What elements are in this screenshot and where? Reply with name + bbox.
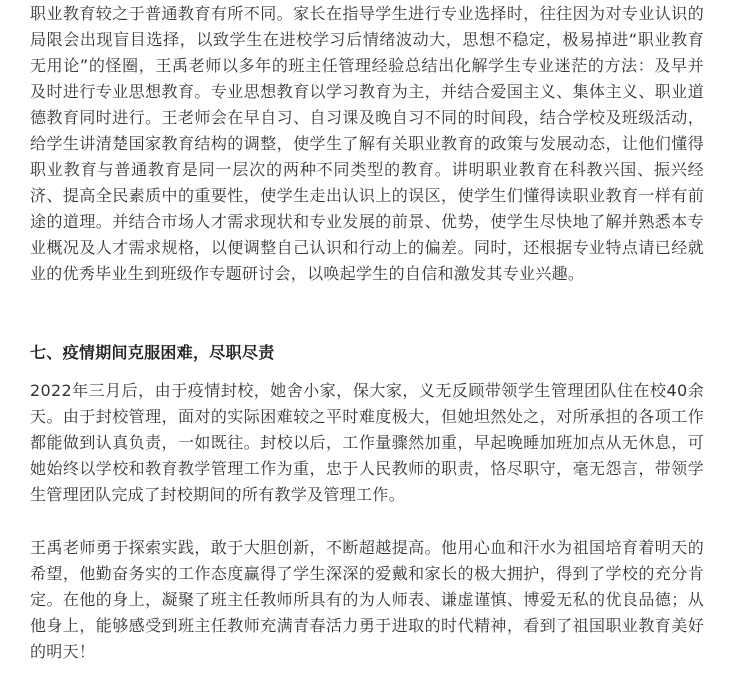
paragraph-pandemic-duty: 2022年三月后，由于疫情封校，她舍小家，保大家，义无反顾带领学生管理团队住在校40余天。由于封校管理，面对的实际困难较之平时难度极大，但她坦然处之，对所承担的各项工作都能做到认真负责，一如既往。封校以后，工作量骤然加重，早起晚睡加班加点从无休息，可她始终以学校和教育教学管理工作为重，忠于人民教师的职责，恪尽职守，毫无怨言，带领学生管理团队完成了封校期间的所有教学及管理工作。	[30, 381, 704, 504]
section-heading: 七、疫情期间克服困难，尽职尽责	[30, 343, 275, 362]
paragraph-summary: 王禹老师勇于探索实践，敢于大胆创新，不断超越提高。他用心血和汗水为祖国培育着明天的希望，他勤奋务实的工作态度赢得了学生深深的爱戴和家长的极大拥护，得到了学校的充分肯定。在他的身上，凝聚了班主任教师所具有的为人师表、谦虚谨慎、博爱无私的优良品德；从他身上，能够感受到班主任教师充满青春活力勇于进取的时代精神，看到了祖国职业教育美好的明天！	[30, 538, 704, 661]
paragraph-career-education: 职业教育较之于普通教育有所不同。家长在指导学生进行专业选择时，往往因为对专业认识的局限会出现盲目选择，以致学生在进校学习后情绪波动大，思想不稳定，极易掉进“职业教育无用论”的怪圈，王禹老师以多年的班主任管理经验总结出化解学生专业迷茫的方法：及早并及时进行专业思想教育。专业思想教育以学习教育为主，并结合爱国主义、集体主义、职业道德教育同时进行。王老师会在早自习、自习课及晚自习不同的时间段，结合学校及班级活动，给学生讲清楚国家教育结构的调整，使学生了解有关职业教育的政策与发展动态，让他们懂得职业教育与普通教育是同一层次的两种不同类型的教育。讲明职业教育在科教兴国、振兴经济、提高全民素质中的重要性，使学生走出认识上的误区，使学生们懂得读职业教育一样有前途的道理。并结合市场人才需求现状和专业发展的前景、优势，使学生尽快地了解并熟悉本专业概况及人才需求规格，以便调整自己认识和行动上的偏差。同时，还根据专业特点请已经就业的优秀毕业生到班级作专题研讨会，以唤起学生的自信和激发其专业兴趣。	[30, 4, 704, 283]
